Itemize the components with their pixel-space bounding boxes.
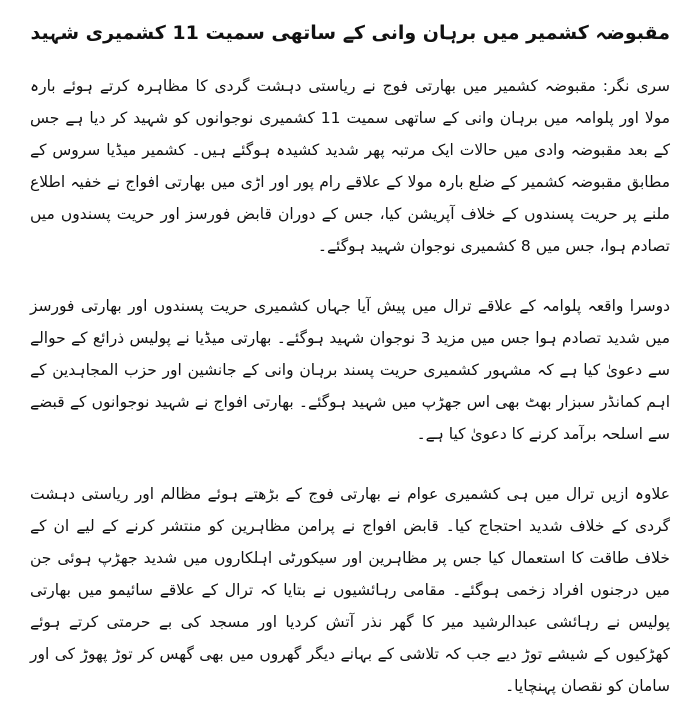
- article-paragraph-2: دوسرا واقعہ پلوامہ کے علاقے ترال میں پیش آیا جہاں کشمیری حریت پسندوں اور بھارتی فورسز میں شدید تصادم ہوا جس میں مزید 3 نوجوان شہید ہوگئے۔ بھارتی میڈیا نے پولیس ذرائع کے حوالے سے دعویٰ کیا ہے کہ مشہور کشمیری حریت پسند برہان وانی کے جانشین اور حزب المجاہدین کے اہم کمانڈر سبزار بھٹ بھی اس جھڑپ میں شہید ہوگئے۔ بھارتی افواج نے شہید نوجوانوں کے قبضے سے اسلحہ برآمد کرنے کا دعویٰ کیا ہے۔: [30, 297, 671, 443]
- news-article: [30, 18, 670, 702]
- article-paragraph-3: علاوہ ازیں ترال میں ہی کشمیری عوام نے بھارتی فوج کے بڑھتے ہوئے مظالم اور ریاستی دہشت گردی کے خلاف شدید احتجاج کیا۔ قابض افواج نے پرامن مظاہرین کو منتشر کرنے کے لیے ان کے خلاف طاقت کا استعمال کیا جس پر مظاہرین اور سیکورٹی اہلکاروں میں شدید جھڑپ ہوئی جن میں درجنوں افراد زخمی ہوگئے۔ مقامی رہائشیوں نے بتایا کہ ترال کے علاقے سائیمو میں بھارتی پولیس نے رہائشی عبدالرشید میر کا گھر نذر آتش کردیا اور مسجد کی بے حرمتی کرتے ہوئے کھڑکیوں کے شیشے توڑ دیے جب کہ تلاشی کے بہانے دیگر گھروں میں بھی گھس کر توڑ پھوڑ کی اور سامان کو نقصان پہنچایا۔: [30, 485, 670, 695]
- article-paragraph-1: سری نگر: مقبوضہ کشمیر میں بھارتی فوج نے ریاستی دہشت گردی کا مظاہرہ کرتے ہوئے بارہ مولا اور پلوامہ میں برہان وانی کے ساتھی سمیت 11 کشمیری نوجوانوں کو شہید کر دیا ہے جس کے بعد مقبوضہ وادی میں حالات ایک مرتبہ پھر شدید کشیدہ ہوگئے ہیں۔ کشمیر میڈیا سروس کے مطابق مقبوضہ کشمیر کے ضلع بارہ مولا کے علاقے رام پور اور اڑی میں بھارتی افواج نے خفیہ اطلاع ملنے پر حریت پسندوں کے خلاف آپریشن کیا، جس کے دوران قابض فورسز اور حریت پسندوں میں تصادم ہوا، جس میں 8 کشمیری نوجوان شہید ہوگئے۔: [30, 77, 671, 255]
- article-headline: مقبوضہ کشمیر میں برہان وانی کے ساتھی سمیت 11 کشمیری شہید: [30, 22, 670, 44]
